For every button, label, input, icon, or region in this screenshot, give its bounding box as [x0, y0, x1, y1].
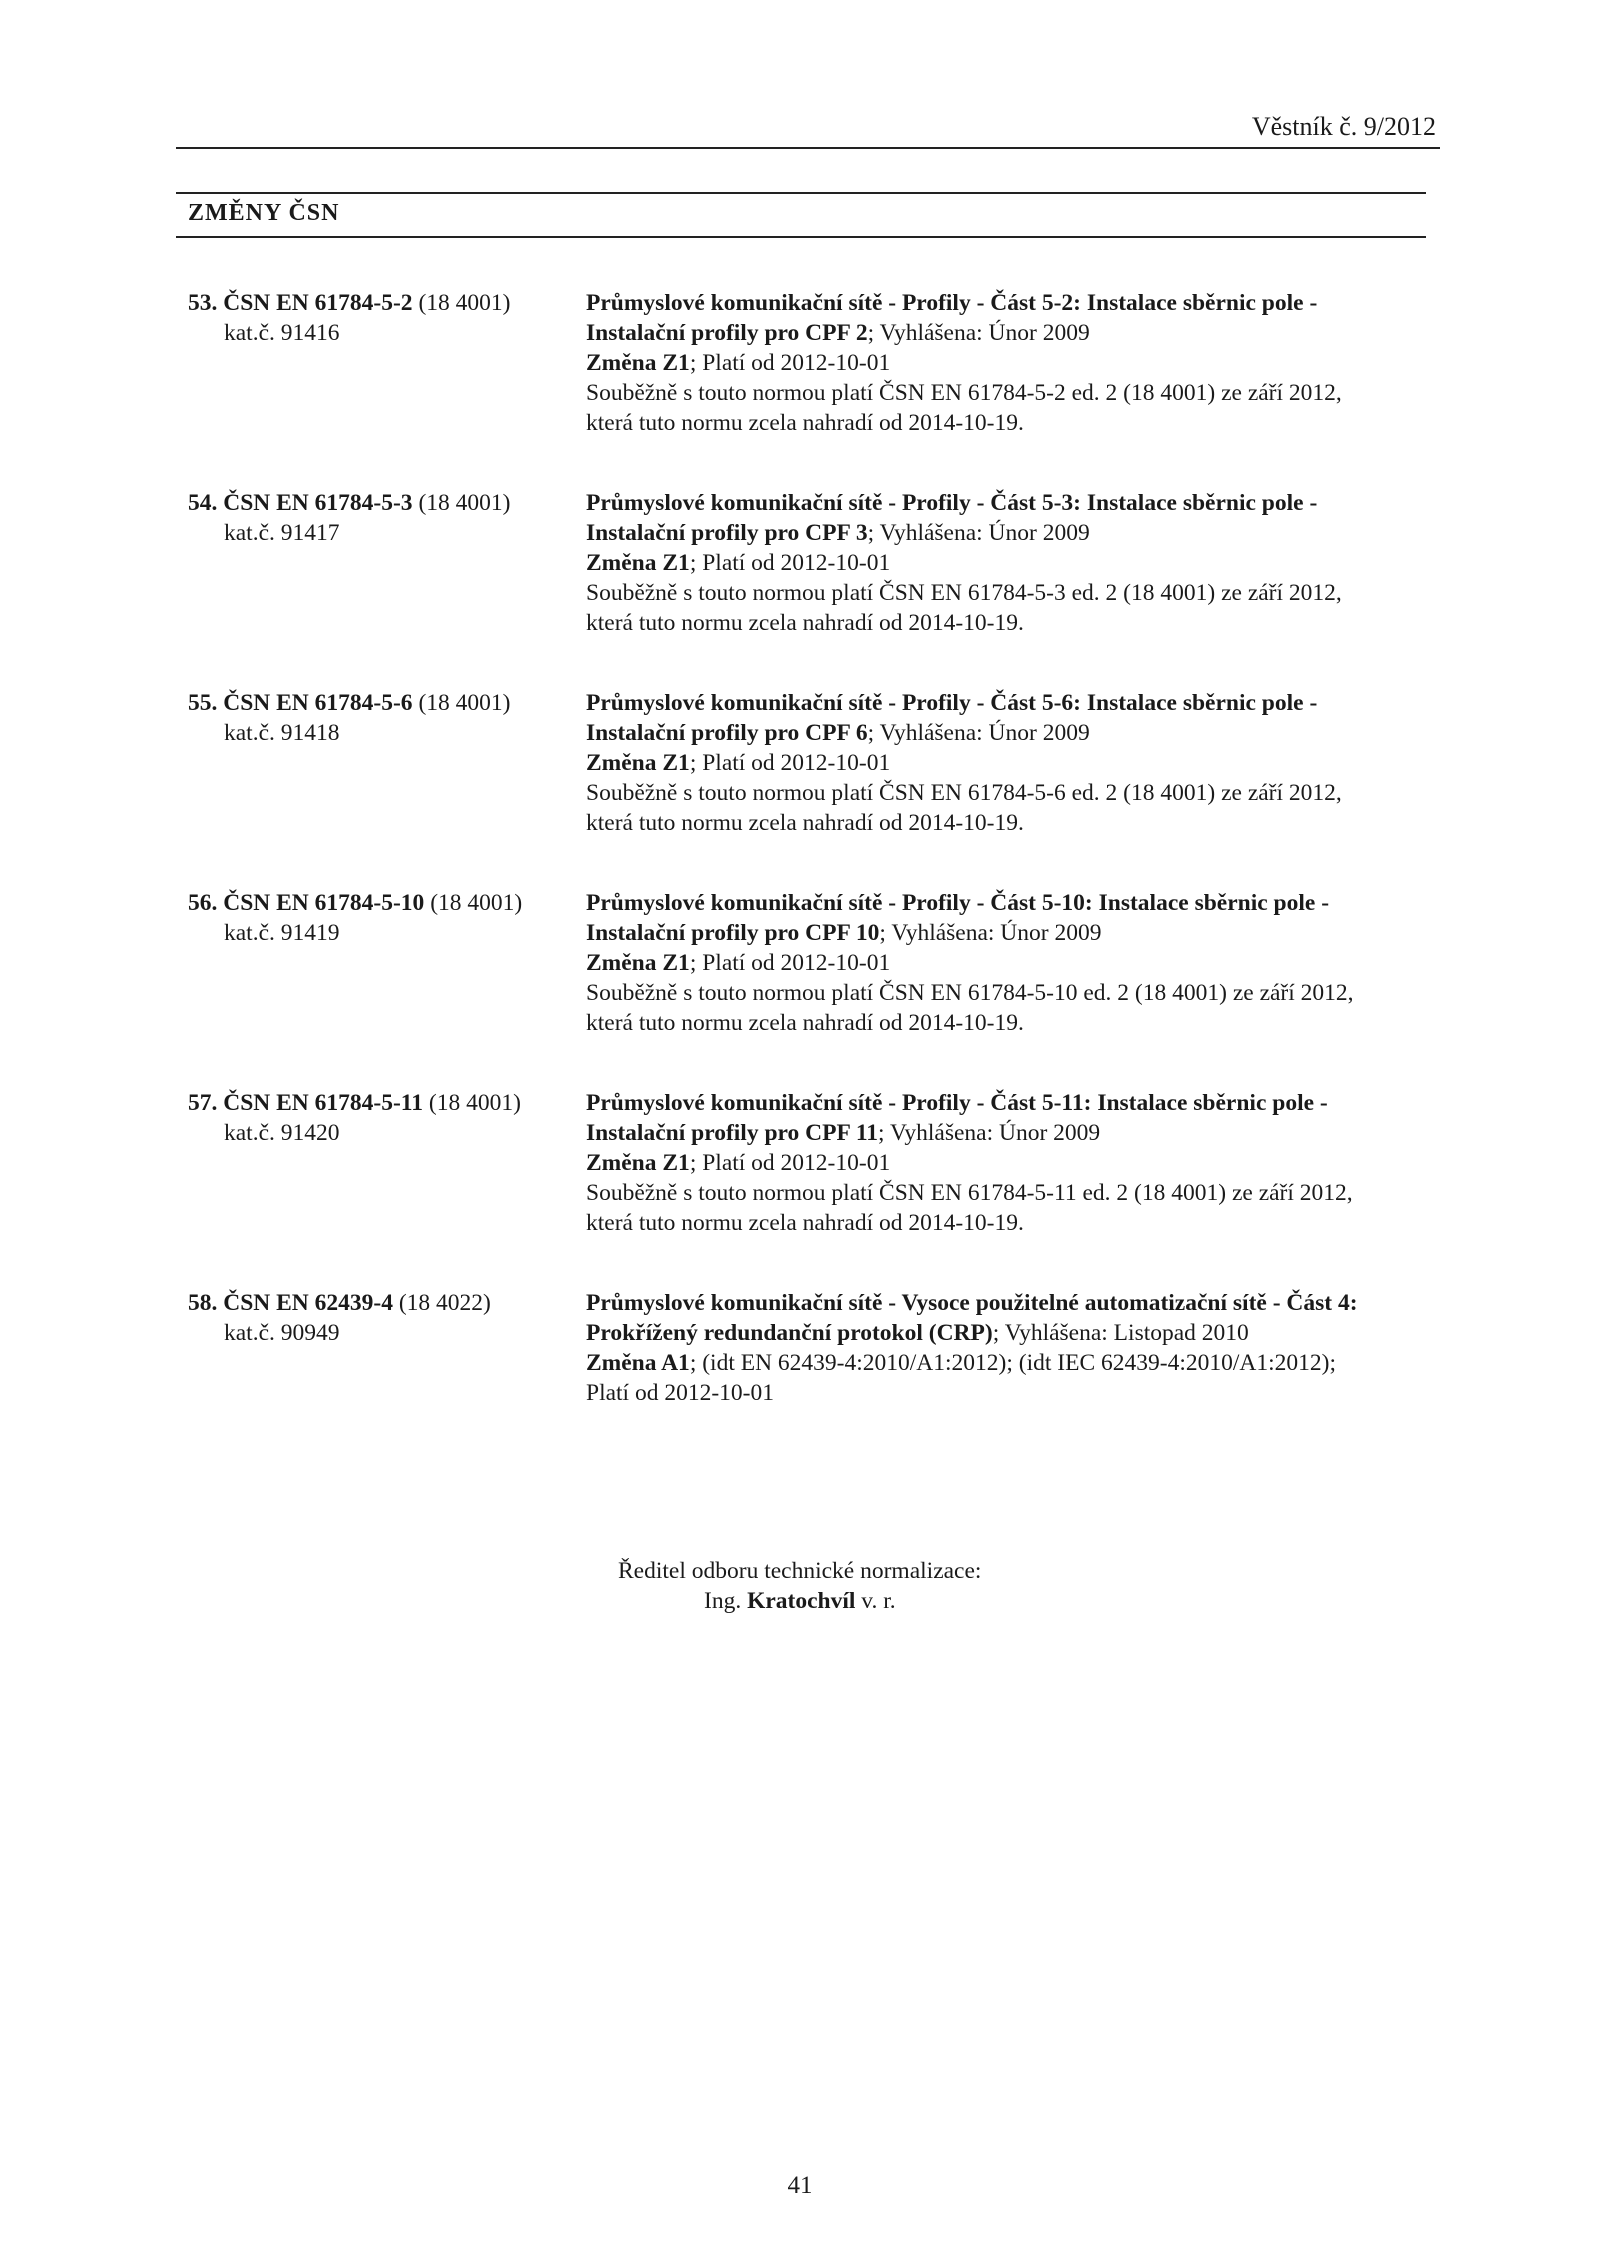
- entry-subtitle: Instalační profily pro CPF 2: [586, 320, 868, 346]
- entry-details: [586, 1288, 1438, 1408]
- entry-number: 55.: [188, 690, 218, 716]
- catalog-number: kat.č. 91418: [224, 720, 340, 746]
- section-rule-bottom: [176, 236, 1426, 238]
- announced-date: ; Vyhlášena: Únor 2009: [867, 520, 1090, 546]
- catalog-number: kat.č. 91420: [224, 1120, 340, 1146]
- identity-refs: ; (idt EN 62439-4:2010/A1:2012); (idt IEC 62439-4:2010/A1:2012);: [689, 1350, 1337, 1376]
- parallel-note: Souběžně s touto normou platí ČSN EN 61784-5-3 ed. 2 (18 4001) ze září 2012,: [586, 580, 1342, 606]
- entry-details: [586, 488, 1438, 638]
- section-rule-top: [176, 192, 1426, 194]
- standard-code: ČSN EN 61784-5-11: [223, 1090, 424, 1116]
- valid-from: Platí od 2012-10-01: [586, 1380, 774, 1406]
- entry-title: Průmyslové komunikační sítě - Profily - Část 5-10: Instalace sběrnic pole -: [586, 890, 1330, 916]
- announced-date: ; Vyhlášena: Únor 2009: [867, 320, 1090, 346]
- valid-from: ; Platí od 2012-10-01: [689, 550, 891, 576]
- standard-entry: [188, 688, 1438, 838]
- change-label: Změna Z1: [586, 350, 690, 376]
- entry-subtitle: Instalační profily pro CPF 10: [586, 920, 880, 946]
- entry-number: 56.: [188, 890, 218, 916]
- entry-number: 54.: [188, 490, 218, 516]
- parallel-note: Souběžně s touto normou platí ČSN EN 61784-5-11 ed. 2 (18 4001) ze září 2012,: [586, 1180, 1353, 1206]
- standard-code: ČSN EN 61784-5-10: [223, 890, 425, 916]
- announced-date: ; Vyhlášena: Únor 2009: [879, 920, 1102, 946]
- parallel-note: Souběžně s touto normou platí ČSN EN 61784-5-10 ed. 2 (18 4001) ze září 2012,: [586, 980, 1354, 1006]
- standard-entry: [188, 288, 1438, 438]
- parallel-note: Souběžně s touto normou platí ČSN EN 61784-5-2 ed. 2 (18 4001) ze září 2012,: [586, 380, 1342, 406]
- standard-code: ČSN EN 61784-5-3: [223, 490, 413, 516]
- standard-entry: [188, 1288, 1438, 1408]
- entry-identifier: [188, 288, 578, 348]
- page-number: 41: [787, 2172, 813, 2199]
- entry-subtitle: Instalační profily pro CPF 3: [586, 520, 868, 546]
- valid-from: ; Platí od 2012-10-01: [689, 350, 891, 376]
- signatory-prefix: Ing.: [704, 1588, 742, 1614]
- announced-date: ; Vyhlášena: Listopad 2010: [992, 1320, 1249, 1346]
- valid-from: ; Platí od 2012-10-01: [689, 1150, 891, 1176]
- standard-code: ČSN EN 62439-4: [223, 1290, 393, 1316]
- class-code: (18 4022): [398, 1290, 491, 1316]
- entry-title: Průmyslové komunikační sítě - Profily - Část 5-6: Instalace sběrnic pole -: [586, 690, 1318, 716]
- entry-title: Průmyslové komunikační sítě - Profily - Část 5-11: Instalace sběrnic pole -: [586, 1090, 1328, 1116]
- entry-number: 57.: [188, 1090, 218, 1116]
- entry-title: Průmyslové komunikační sítě - Profily - Část 5-3: Instalace sběrnic pole -: [586, 490, 1318, 516]
- entry-identifier: [188, 1088, 578, 1148]
- signatory-name: Kratochvíl: [747, 1588, 856, 1614]
- change-label: Změna Z1: [586, 550, 690, 576]
- entry-identifier: [188, 688, 578, 748]
- entry-number: 58.: [188, 1290, 218, 1316]
- parallel-note: Souběžně s touto normou platí ČSN EN 61784-5-6 ed. 2 (18 4001) ze září 2012,: [586, 780, 1342, 806]
- catalog-number: kat.č. 91417: [224, 520, 340, 546]
- entries-list: [188, 288, 1438, 1408]
- catalog-number: kat.č. 91416: [224, 320, 340, 346]
- entry-details: [586, 688, 1438, 838]
- announced-date: ; Vyhlášena: Únor 2009: [878, 1120, 1101, 1146]
- change-label: Změna Z1: [586, 750, 690, 776]
- signatory-role: Ředitel odboru technické normalizace:: [618, 1558, 982, 1584]
- entry-subtitle: Instalační profily pro CPF 6: [586, 720, 868, 746]
- class-code: (18 4001): [418, 690, 511, 716]
- catalog-number: kat.č. 90949: [224, 1320, 340, 1346]
- class-code: (18 4001): [418, 490, 511, 516]
- class-code: (18 4001): [430, 890, 523, 916]
- replacement-note: která tuto normu zcela nahradí od 2014-10-19.: [586, 610, 1024, 636]
- replacement-note: která tuto normu zcela nahradí od 2014-10-19.: [586, 410, 1024, 436]
- standard-code: ČSN EN 61784-5-6: [223, 690, 413, 716]
- class-code: (18 4001): [418, 290, 511, 316]
- standard-code: ČSN EN 61784-5-2: [223, 290, 413, 316]
- entry-identifier: [188, 888, 578, 948]
- replacement-note: která tuto normu zcela nahradí od 2014-10-19.: [586, 1010, 1024, 1036]
- entry-subtitle: Prokřížený redundanční protokol (CRP): [586, 1320, 993, 1346]
- bulletin-title: Věstník č. 9/2012: [1251, 112, 1436, 141]
- change-label: Změna Z1: [586, 950, 690, 976]
- signatory-suffix: v. r.: [861, 1588, 896, 1614]
- entry-number: 53.: [188, 290, 218, 316]
- entry-title: Průmyslové komunikační sítě - Profily - Část 5-2: Instalace sběrnic pole -: [586, 290, 1318, 316]
- entry-identifier: [188, 488, 578, 548]
- entry-subtitle: Instalační profily pro CPF 11: [586, 1120, 879, 1146]
- replacement-note: která tuto normu zcela nahradí od 2014-10-19.: [586, 1210, 1024, 1236]
- change-label: Změna Z1: [586, 1150, 690, 1176]
- class-code: (18 4001): [428, 1090, 521, 1116]
- signature-block: [618, 1556, 981, 1616]
- entry-title: Průmyslové komunikační sítě - Vysoce použitelné automatizační sítě - Část 4:: [586, 1290, 1358, 1316]
- standard-entry: [188, 488, 1438, 638]
- standard-entry: [188, 888, 1438, 1038]
- entry-details: [586, 1088, 1438, 1238]
- announced-date: ; Vyhlášena: Únor 2009: [867, 720, 1090, 746]
- entry-details: [586, 288, 1438, 438]
- valid-from: ; Platí od 2012-10-01: [689, 950, 891, 976]
- replacement-note: která tuto normu zcela nahradí od 2014-10-19.: [586, 810, 1024, 836]
- entry-identifier: [188, 1288, 578, 1348]
- section-title: ZMĚNY ČSN: [188, 200, 340, 226]
- valid-from: ; Platí od 2012-10-01: [689, 750, 891, 776]
- header-rule: [176, 147, 1440, 149]
- change-label: Změna A1: [586, 1350, 690, 1376]
- catalog-number: kat.č. 91419: [224, 920, 340, 946]
- entry-details: [586, 888, 1438, 1038]
- standard-entry: [188, 1088, 1438, 1238]
